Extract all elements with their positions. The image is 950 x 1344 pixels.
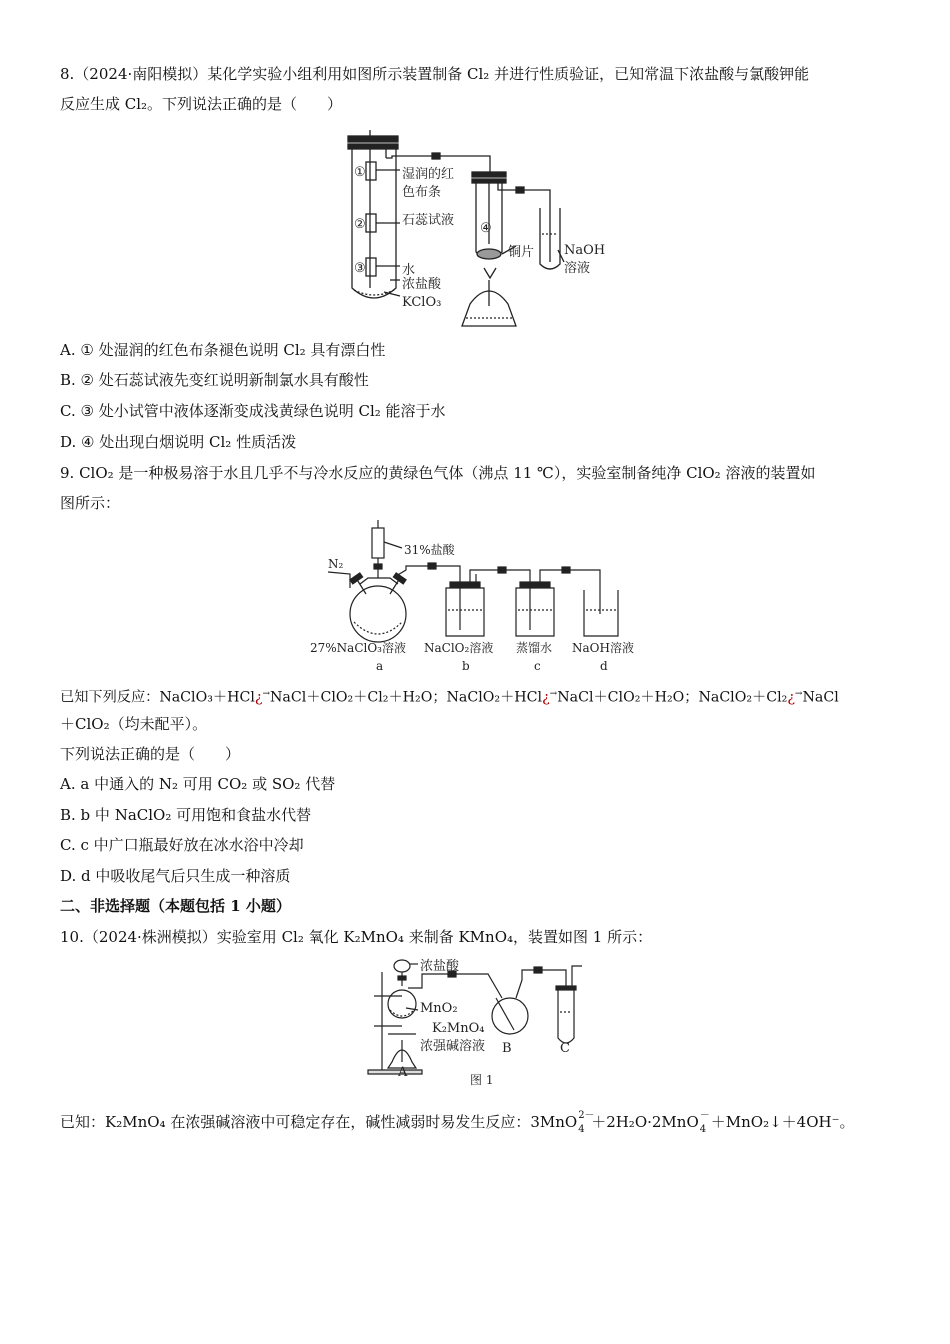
q10-known-mid: ＋2H₂O·2MnO — [591, 1113, 699, 1131]
q10-label-c: C — [560, 1041, 570, 1056]
q9-label-b-liquid: NaClO₂溶液 — [424, 641, 494, 655]
q8-option-d: D. ④ 处出现白烟说明 Cl₂ 性质活泼 — [60, 433, 297, 451]
q9-glyph-1: ¿ — [254, 689, 263, 706]
q10-stem: 10.（2024·株洲模拟）实验室用 Cl₂ 氧化 K₂MnO₄ 来制备 KMnO₄，装置如图 1 所示： — [60, 928, 653, 946]
q9-option-c: C. c 中广口瓶最好放在冰水浴中冷却 — [60, 836, 304, 854]
q10-apparatus-figure — [362, 952, 592, 1092]
q9-known-line1 — [60, 684, 839, 708]
q8-option-b: B. ② 处石蕊试液先变红说明新制氯水具有酸性 — [60, 371, 369, 389]
q9-option-b: B. b 中 NaClO₂ 可用饱和食盐水代替 — [60, 806, 312, 824]
q8-stem-line1: 8.（2024·南阳模拟）某化学实验小组利用如图所示装置制备 Cl₂ 并进行性质验证，已知常温下浓盐酸与氯酸钾能 — [60, 65, 810, 83]
q8-label-circle1: ① — [354, 165, 366, 180]
q10-label-alkali: 浓强碱溶液 — [420, 1039, 486, 1054]
q10-label-b: B — [502, 1041, 512, 1056]
q9-label-a: a — [376, 659, 384, 673]
q9-stem-line2: 图所示： — [60, 494, 121, 512]
q8-stem-line2: 反应生成 Cl₂。下列说法正确的是（ ） — [60, 95, 343, 113]
q8-option-a: A. ① 处湿润的红色布条褪色说明 Cl₂ 具有漂白性 — [60, 341, 386, 359]
q10-mno4-charge: － — [699, 1110, 710, 1121]
q10-known-line — [60, 1110, 855, 1135]
q9-label-d-liquid: NaOH溶液 — [572, 641, 634, 655]
q8-label-water: 水 — [402, 263, 416, 278]
q8-label-naoh1: NaOH — [564, 243, 606, 258]
q8-label-copper: 铜片 — [508, 245, 535, 260]
q9-ask: 下列说法正确的是（ ） — [60, 745, 241, 763]
q10-mno4-2-sub: 4 — [578, 1124, 585, 1135]
q9-arrow-3: → — [794, 689, 803, 699]
q9-label-b: b — [462, 659, 470, 673]
q10-label-k2mno4: K₂MnO₄ — [432, 1021, 485, 1036]
q10-label-mno2: MnO₂ — [420, 1001, 458, 1016]
q8-label-kclo3: KClO₃ — [402, 295, 442, 310]
q9-known-part-c: NaCl＋ClO₂＋H₂O；NaClO₂＋Cl₂ — [557, 689, 788, 706]
q10-figure-caption: 图 1 — [470, 1073, 494, 1087]
q10-mno4-2-scripts — [577, 1110, 595, 1135]
q9-glyph-2: ¿ — [542, 689, 550, 706]
q8-label-litmus: 石蕊试液 — [402, 213, 455, 228]
q8-option-c: C. ③ 处小试管中液体逐渐变成浅黄绿色说明 Cl₂ 能溶于水 — [60, 402, 446, 420]
q9-stem-line1: 9. ClO₂ 是一种极易溶于水且几乎不与冷水反应的黄绿色气体（沸点 11 ℃），实验室制备纯净 ClO₂ 溶液的装置如 — [60, 464, 816, 482]
q9-option-d: D. d 中吸收尾气后只生成一种溶质 — [60, 867, 291, 885]
q9-label-c: c — [534, 659, 541, 673]
q9-label-n2: N₂ — [328, 557, 344, 571]
q9-known-part-d: NaCl — [802, 689, 839, 706]
q9-apparatus-figure — [310, 518, 650, 674]
q8-apparatus-figure — [340, 128, 630, 338]
q9-label-a-liquid: 27%NaClO₃溶液 — [310, 641, 406, 655]
q9-label-c-liquid: 蒸馏水 — [516, 641, 553, 655]
q9-arrow-2: → — [549, 689, 558, 699]
q9-label-d: d — [600, 659, 608, 673]
q8-label-circle4: ④ — [480, 221, 492, 236]
q10-mno4-sub: 4 — [699, 1124, 707, 1135]
q10-known-prefix: 已知：K₂MnO₄ 在浓强碱溶液中可稳定存在，碱性减弱时易发生反应：3MnO — [60, 1113, 578, 1131]
section2-heading: 二、非选择题（本题包括 1 小题） — [60, 897, 291, 915]
q9-option-a: A. a 中通入的 N₂ 可用 CO₂ 或 SO₂ 代替 — [60, 775, 336, 793]
q10-label-hcl: 浓盐酸 — [420, 959, 460, 974]
q9-glyph-3: ¿ — [787, 689, 795, 706]
q10-label-a: A — [398, 1065, 408, 1080]
q8-label-hcl: 浓盐酸 — [402, 277, 442, 292]
q8-label-cloth1: 湿润的红 — [402, 167, 455, 182]
q8-label-cloth2: 色布条 — [402, 185, 442, 200]
q10-mno4-scripts — [699, 1110, 711, 1135]
q9-known-line2: ＋ClO₂（均未配平）。 — [60, 715, 208, 733]
q9-label-hcl31: 31%盐酸 — [404, 543, 455, 557]
q10-known-suffix: ＋MnO₂↓＋4OH⁻。 — [710, 1113, 855, 1131]
q10-mno4-2-charge: 2－ — [578, 1110, 595, 1121]
q8-label-circle3: ③ — [354, 261, 366, 276]
q8-label-naoh2: 溶液 — [564, 261, 591, 276]
q8-label-circle2: ② — [354, 217, 366, 232]
q9-known-part-b: NaCl＋ClO₂＋Cl₂＋H₂O；NaClO₂＋HCl — [270, 689, 543, 706]
q9-arrow-1: → — [262, 689, 271, 699]
q9-known-part-a: 已知下列反应：NaClO₃＋HCl — [60, 689, 255, 706]
